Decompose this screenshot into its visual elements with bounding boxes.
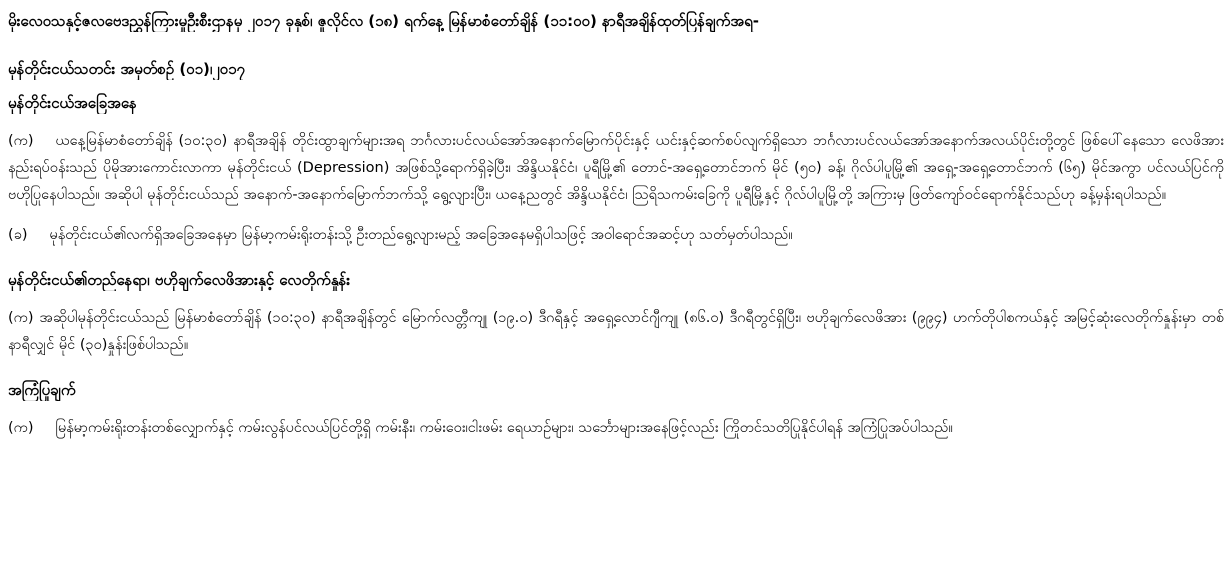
paragraph-location-ka [8, 305, 1224, 359]
paragraph-text: မုန်တိုင်းငယ်၏လက်ရှိအခြေအနေမှာ မြန်မာ့ကမ်းရိုးတန်းသို့ ဦးတည်ရွေ့လျားမည့် အခြေအနေမရှိပါသဖြင့် အဝါရောင်အဆင့်ဟု သတ်မှတ်ပါသည်။ [49, 227, 793, 243]
paragraph-status-ka [8, 128, 1224, 209]
paragraph-advice-ka [8, 415, 1224, 442]
paragraph-text: ယနေ့မြန်မာစံတော်ချိန် (၁၀:၃၀) နာရီအချိန် တိုင်းထွာချက်များအရ ဘင်္ဂလားပင်လယ်အော်အနောက်မြောက်ပိုင်းနှင့် ယင်းနှင့်ဆက်စပ်လျက်ရှိသော ဘင်္ဂလားပင်လယ်အော်အနောက်အလယ်ပိုင်းတို့တွင် ဖြစ်ပေါ်နေသော လေဖိအားနည်းရပ်ဝန်းသည် ပိုမိုအားကောင်းလာကာ မုန်တိုင်းငယ် (Depression) အဖြစ်သို့ရောက်ရှိခဲ့ပြီး၊ အိန္ဒိယနိုင်ငံ၊ ပူရီမြို့၏ တောင်-အရှေ့တောင်ဘက် မိုင် (၅၀) ခန့်၊ ဂိုလ်ပါပူမြို့၏ အရှေ့-အရှေ့တောင်ဘက် (၆၅) မိုင်အကွာ ပင်လယ်ပြင်ကို ဗဟိုပြုနေပါသည်။ အဆိုပါ မုန်တိုင်းငယ်သည် အနောက်-အနောက်မြောက်ဘက်သို့ ရွေ့လျားပြီး၊ ယနေ့ညတွင် အိန္ဒိယနိုင်ငံ၊ သြရိသကမ်းခြေကို ပူရီမြို့နှင့် ဂိုလ်ပါပူမြို့တို့ အကြားမှ ဖြတ်ကျော်ဝင်ရောက်နိုင်သည်ဟု ခန့်မှန်းရပါသည်။ [8, 133, 1224, 203]
paragraph-number: (က) [8, 310, 34, 326]
release-header: မိုးလေဝသနှင့်ဇလဗေဒညွှန်ကြားမှုဦးစီးဌာနမှ ၂၀၁၇ ခုနှစ်၊ ဇူလိုင်လ (၁၈) ရက်နေ့ မြန်မာစံတော်ချိန် (၁၁:၀၀) နာရီအချိန်ထုတ်ပြန်ချက်အရ- [8, 12, 759, 30]
paragraph-number: (ခ) [8, 227, 28, 243]
paragraph-text: မြန်မာ့ကမ်းရိုးတန်းတစ်လျှောက်နှင့် ကမ်းလွန်ပင်လယ်ပြင်တို့ရှိ ကမ်းနီး၊ ကမ်းဝေး၊ငါးဖမ်း ရေယာဉ်များ၊ သင်္ဘောများအနေဖြင့်လည်း ကြိုတင်သတိပြုနိုင်ပါရန် အကြံပြုအပ်ပါသည်။ [55, 420, 953, 436]
section-heading-location: မုန်တိုင်းငယ်၏တည်နေရာ၊ ဗဟိုချက်လေဖိအားနှင့် လေတိုက်နှုန်း [8, 271, 351, 289]
bulletin-title: မုန်တိုင်းငယ်သတင်း အမှတ်စဉ် (၀၁)၊၂၀၁၇ [8, 60, 245, 78]
section-heading-advice: အကြံပြုချက် [8, 381, 76, 399]
paragraph-number: (က) [8, 420, 34, 436]
paragraph-status-kha [8, 222, 1224, 249]
section-heading-status: မုန်တိုင်းငယ်အခြေအနေ [8, 94, 137, 112]
paragraph-number: (က) [8, 133, 34, 149]
paragraph-text: အဆိုပါမုန်တိုင်းငယ်သည် မြန်မာစံတော်ချိန် (၁၀:၃၀) နာရီအချိန်တွင် မြောက်လတ္တီကျု (၁၉.၀) ဒီဂရီနှင့် အရှေ့လောင်ဂျီကျု (၈၆.၀) ဒီဂရီတွင်ရှိပြီး၊ ဗဟိုချက်လေဖိအား (၉၉၄) ဟက်တိုပါစကယ်နှင့် အမြင့်ဆုံးလေတိုက်နှုန်းမှာ တစ်နာရီလျှင် မိုင် (၃၀)နှုန်းဖြစ်ပါသည်။ [8, 310, 1224, 353]
